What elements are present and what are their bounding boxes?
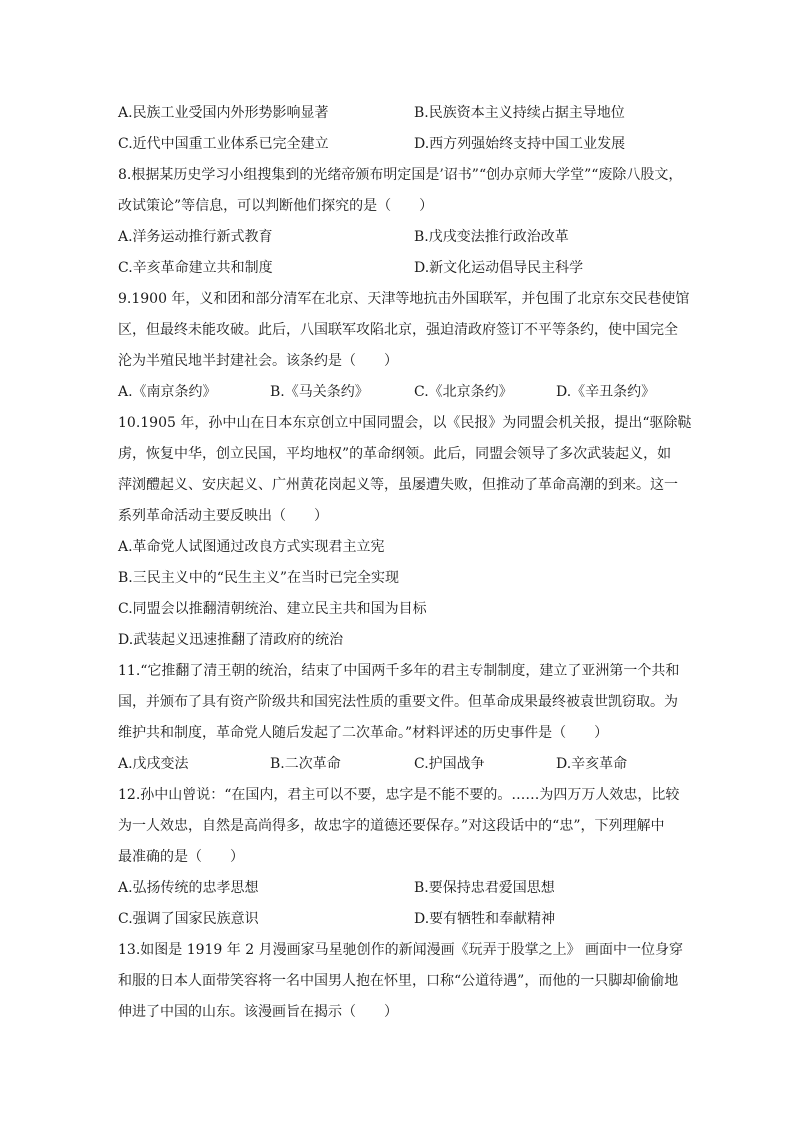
q7-option-c: C.近代中国重工业体系已完全建立 bbox=[118, 136, 329, 152]
q11-option-b: B.二次革命 bbox=[270, 756, 341, 772]
q10-stem-line: 萍浏醴起义、安庆起义、广州黄花岗起义等，虽屡遭失败，但推动了革命高潮的到来。这一 bbox=[118, 477, 678, 493]
q9-option-a: A.《南京条约》 bbox=[118, 384, 217, 400]
q9-option-c: C.《北京条约》 bbox=[414, 384, 513, 400]
q11-option-a: A.戊戌变法 bbox=[118, 756, 189, 772]
q8-option-b: B.戊戌变法推行政治改革 bbox=[414, 229, 569, 245]
q8-stem-line: 改试策论”等信息，可以判断他们探究的是（ ） bbox=[118, 198, 434, 214]
q10-stem-line: 系列革命活动主要反映出（ ） bbox=[118, 508, 328, 524]
q11-stem-line: 国，并颁布了具有资产阶级共和国宪法性质的重要文件。但革命成果最终被袁世凯窃取。为 bbox=[118, 694, 678, 710]
q12-stem-line: 为一人效忠，自然是高尚得多，故忠字的道德还要保存。”对这段话中的“忠”，下列理解中 bbox=[118, 818, 665, 834]
q11-option-c: C.护国战争 bbox=[414, 756, 485, 772]
q8-option-a: A.洋务运动推行新式教育 bbox=[118, 229, 273, 245]
q9-stem-line: 沦为半殖民地半封建社会。该条约是（ ） bbox=[118, 353, 398, 369]
q9-option-d: D.《辛丑条约》 bbox=[556, 384, 656, 400]
q9-stem-line: 9.1900 年，义和团和部分清军在北京、天津等地抗击外国联军，并包围了北京东交民巷使馆 bbox=[118, 291, 690, 307]
q12-stem-line: 12.孙中山曾说：“在国内，君主可以不要，忠字是不能不要的。……为四万万人效忠，比较 bbox=[118, 787, 680, 803]
q8-stem-line: 8.根据某历史学习小组搜集到的光绪帝颁布明定国是’诏书”“创办京师大学堂”“废除八股文， bbox=[118, 167, 683, 183]
q8-option-c: C.辛亥革命建立共和制度 bbox=[118, 260, 273, 276]
q13-stem-line: 13.如图是 1919 年 2 月漫画家马星驰创作的新闻漫画《玩弄于股掌之上》 画面中一位身穿 bbox=[118, 942, 684, 958]
q9-stem-line: 区，但最终未能攻破。此后，八国联军攻陷北京，强迫清政府签订不平等条约，使中国完全 bbox=[118, 322, 678, 338]
q12-option-b: B.要保持忠君爱国思想 bbox=[414, 880, 555, 896]
q12-option-a: A.弘扬传统的忠孝思想 bbox=[118, 880, 259, 896]
q10-stem-line: 10.1905 年，孙中山在日本东京创立中国同盟会，以《民报》为同盟会机关报，提出“驱除鞑 bbox=[118, 415, 692, 431]
q13-stem-line: 伸进了中国的山东。该漫画旨在揭示（ ） bbox=[118, 1004, 398, 1020]
q7-option-b: B.民族资本主义持续占据主导地位 bbox=[414, 105, 625, 121]
q11-option-d: D.辛亥革命 bbox=[556, 756, 628, 772]
q12-option-c: C.强调了国家民族意识 bbox=[118, 911, 259, 927]
q12-stem-line: 最准确的是（ ） bbox=[118, 849, 244, 865]
q10-option-a: A.革命党人试图通过改良方式实现君主立宪 bbox=[118, 539, 385, 555]
q12-option-d: D.要有牺牲和奉献精神 bbox=[414, 911, 556, 927]
q11-stem-line: 11.“它推翻了清王朝的统治，结束了中国两千多年的君主专制制度，建立了亚洲第一个共和 bbox=[118, 663, 680, 679]
q11-stem-line: 维护共和制度，革命党人随后发起了二次革命。”材料评述的历史事件是（ ） bbox=[118, 725, 609, 741]
q10-option-c: C.同盟会以推翻清朝统治、建立民主共和国为目标 bbox=[118, 601, 427, 617]
q8-option-d: D.新文化运动倡导民主科学 bbox=[414, 260, 584, 276]
q7-option-d: D.西方列强始终支持中国工业发展 bbox=[414, 136, 626, 152]
q10-stem-line: 虏，恢复中华，创立民国，平均地权”的革命纲领。此后，同盟会领导了多次武装起义，如 bbox=[118, 446, 672, 462]
q13-stem-line: 和服的日本人面带笑容将一名中国男人抱在怀里，口称“公道待遇”，而他的一只脚却偷偷地 bbox=[118, 973, 679, 989]
q10-option-b: B.三民主义中的“民生主义”在当时已完全实现 bbox=[118, 570, 400, 586]
q7-option-a: A.民族工业受国内外形势影响显著 bbox=[118, 105, 329, 121]
q9-option-b: B.《马关条约》 bbox=[270, 384, 369, 400]
q10-option-d: D.武装起义迅速推翻了清政府的统治 bbox=[118, 632, 344, 648]
